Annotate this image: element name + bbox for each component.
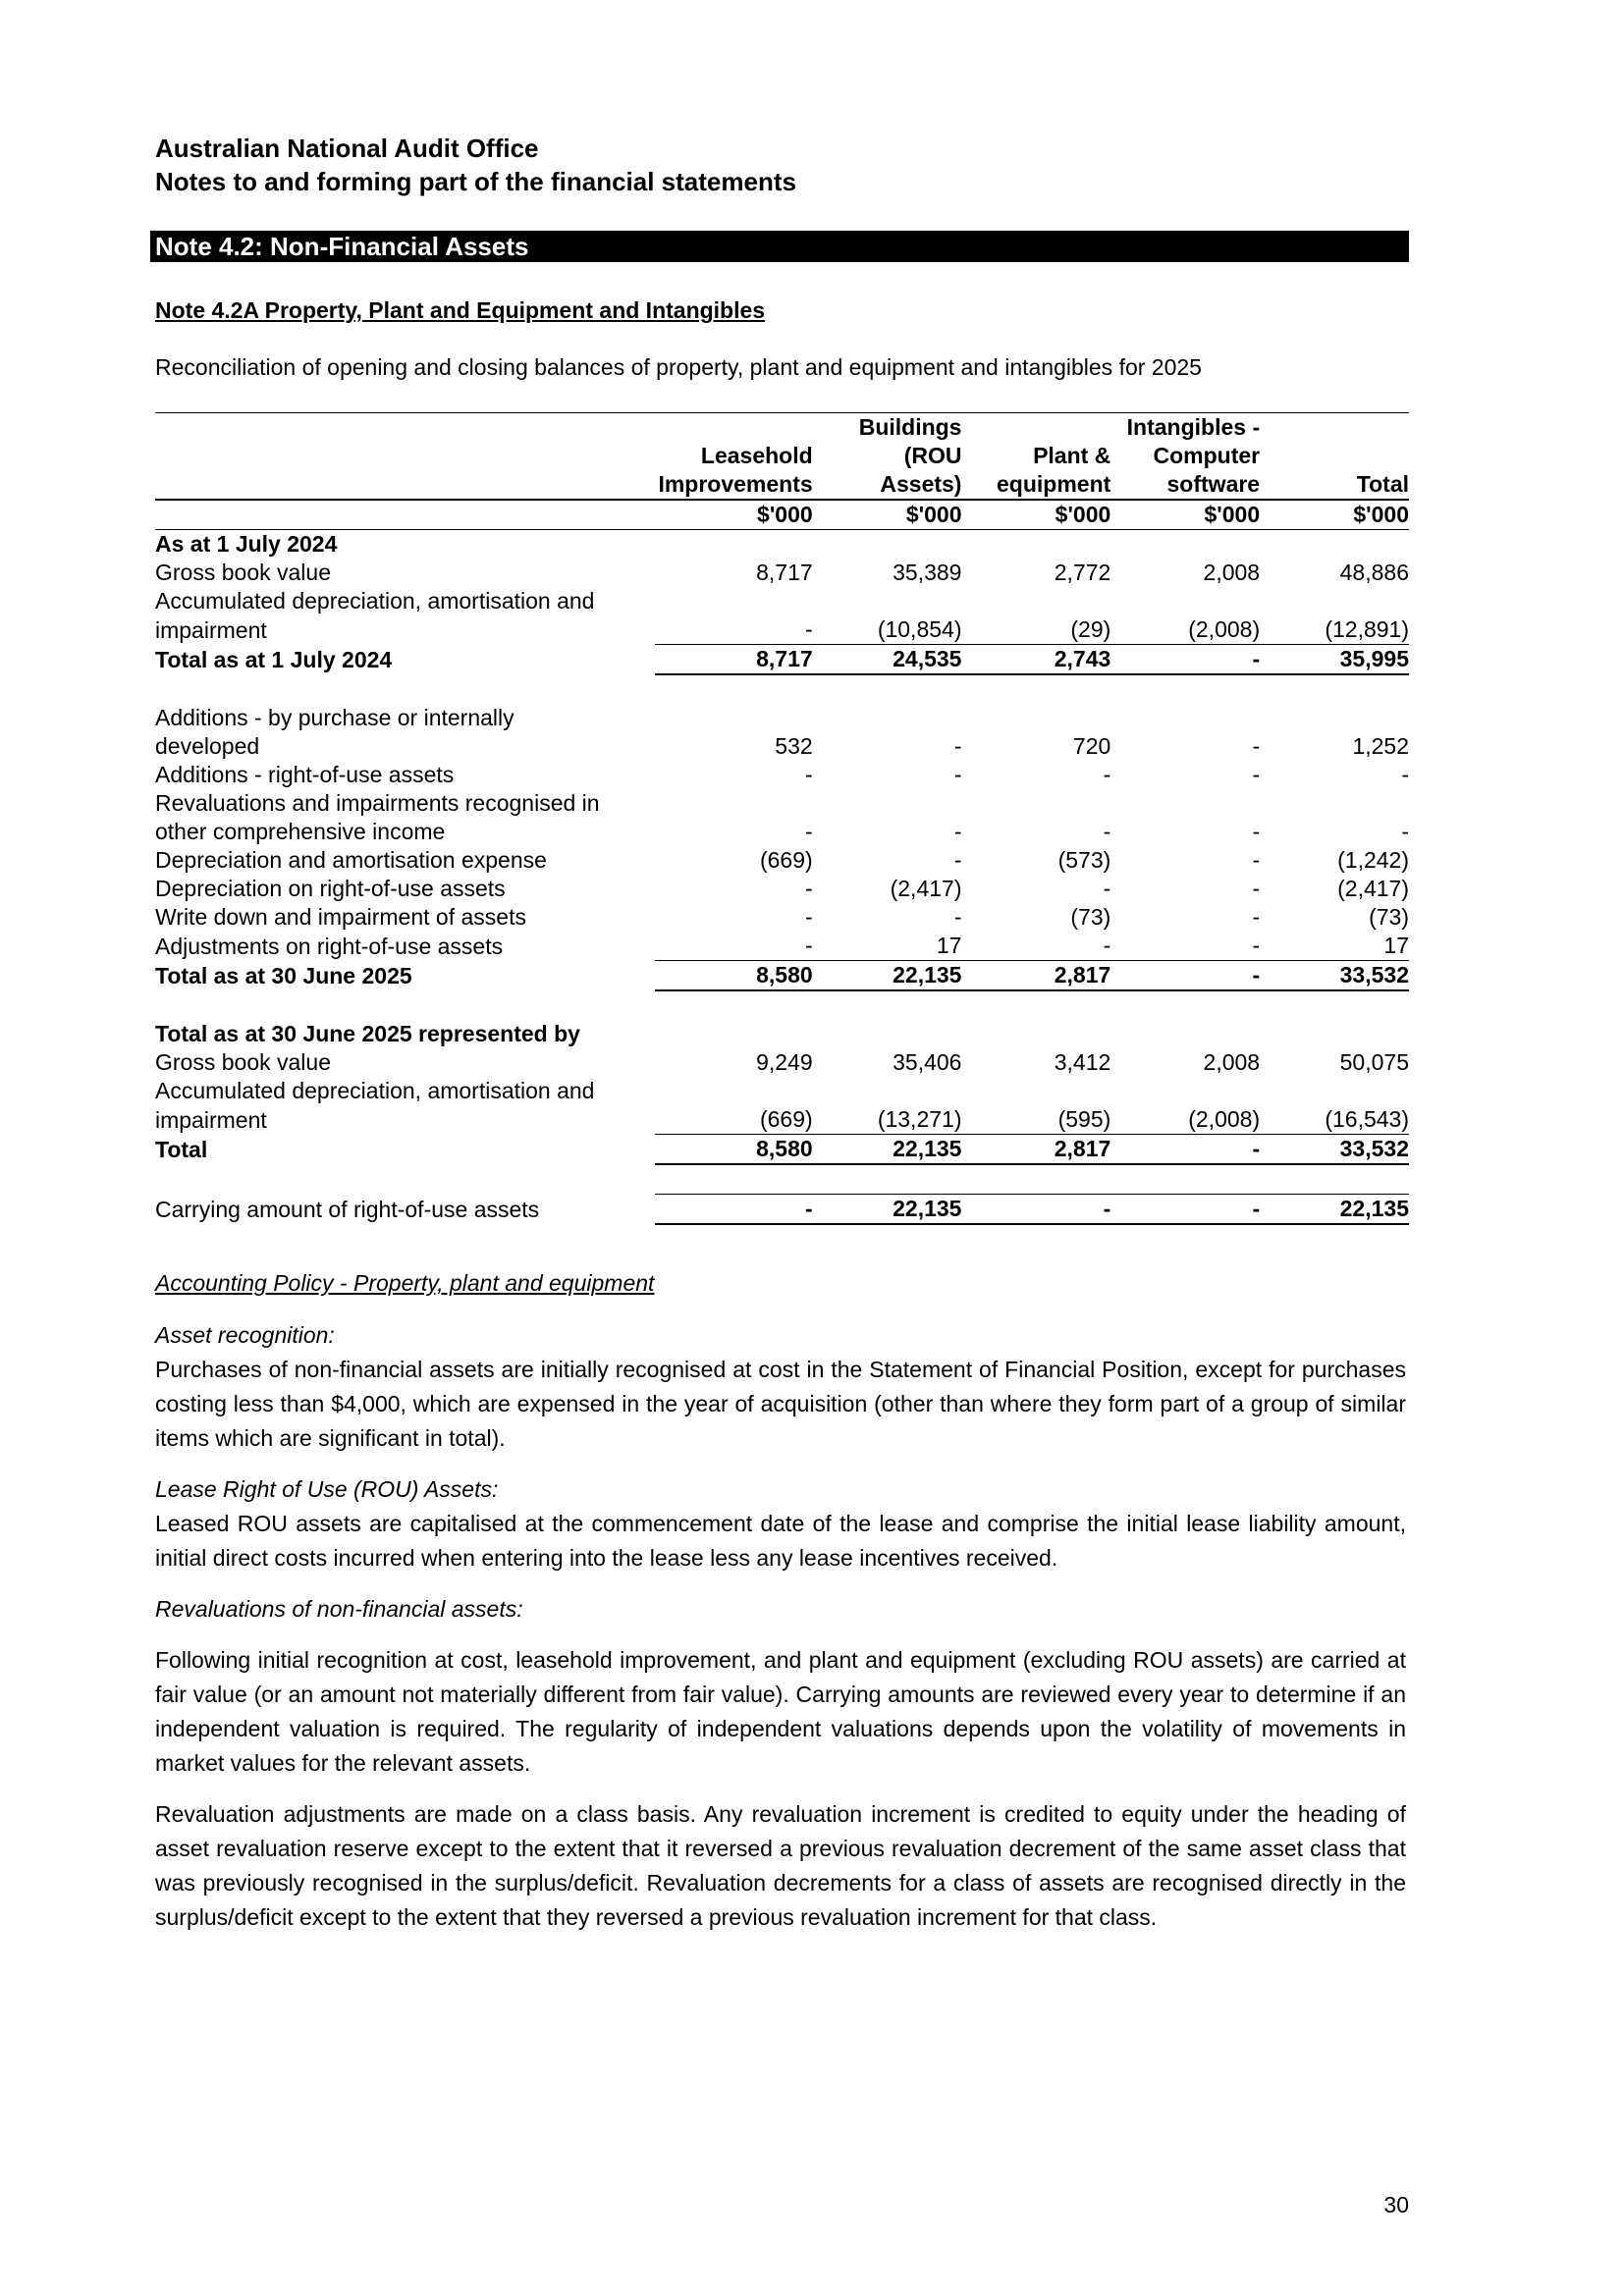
value-cell: (2,008) (1188, 1106, 1261, 1132)
header-row-2 (155, 442, 1409, 470)
col-header (961, 413, 1110, 443)
col-header: Buildings (813, 413, 962, 443)
org-name: Australian National Audit Office (155, 133, 539, 163)
table-intro: Reconciliation of opening and closing balances of property, plant and equipment and intangibles for 2025 (155, 354, 1202, 380)
col-header: Plant & (1033, 443, 1111, 468)
value-cell: - (1103, 933, 1111, 958)
value-cell: 22,135 (1260, 1195, 1409, 1225)
row-label: Gross book value (155, 1049, 331, 1075)
col-header: Improvements (655, 470, 812, 500)
unit-cell: $'000 (655, 500, 812, 530)
col-header (1260, 413, 1409, 443)
value-cell: (2,417) (1337, 876, 1409, 901)
value-cell: (573) (1057, 847, 1111, 873)
col-header: Total (1260, 470, 1409, 500)
reconciliation-table (155, 412, 1409, 1225)
spacer-row (155, 1164, 1409, 1195)
value-cell: 22,135 (813, 1195, 962, 1225)
col-header: Intangibles - (1110, 413, 1260, 443)
table-row-label-line (155, 704, 1409, 732)
value-cell: 532 (775, 733, 813, 759)
col-header (655, 413, 812, 443)
spacer-row (155, 674, 1409, 704)
row-label: Total as at 1 July 2024 (155, 647, 393, 672)
table-row-label-line (155, 587, 1409, 615)
value-cell: 48,886 (1339, 560, 1409, 585)
value-cell: 33,532 (1260, 1135, 1409, 1165)
value-cell: (1,242) (1337, 847, 1409, 873)
value-cell: 2,743 (961, 645, 1110, 675)
value-cell: - (1252, 733, 1261, 759)
value-cell: 8,580 (655, 961, 812, 991)
table-row (155, 1048, 1409, 1077)
table-row (155, 732, 1409, 761)
value-cell: - (1252, 876, 1261, 901)
subnote-title: Note 4.2A Property, Plant and Equipment and Intangibles (155, 297, 766, 323)
value-cell: - (961, 1195, 1110, 1225)
value-cell: (29) (1070, 616, 1111, 642)
value-cell: - (953, 762, 962, 787)
value-cell: (13,271) (877, 1106, 962, 1132)
row-label: Write down and impairment of assets (155, 904, 526, 930)
value-cell: 24,535 (813, 645, 962, 675)
unit-cell: $'000 (813, 500, 962, 530)
value-cell: 22,135 (813, 961, 962, 991)
header-row-3 (155, 470, 1409, 500)
col-header: Leasehold (700, 443, 813, 468)
value-cell: - (1110, 1135, 1260, 1165)
accounting-policy (155, 1266, 1406, 1951)
policy-paragraph: Revaluation adjustments are made on a class basis. Any revaluation increment is credited to equity under the heading of asset revaluation reserve except to the extent that it reversed a previous revaluation decrement of the same asset class that was previously recognised in the surplus/deficit. Revaluation decrements for a class of assets are recognised directly in the surplus/deficit except to the extent that they reversed a previous revaluation increment for that class. (155, 1801, 1406, 1930)
note-title-bar: Note 4.2: Non-Financial Assets (150, 231, 1409, 262)
row-label: Depreciation and amortisation expense (155, 847, 547, 873)
value-cell: - (655, 1195, 812, 1225)
row-label: impairment (155, 1106, 267, 1133)
value-cell: - (953, 819, 962, 844)
value-cell: - (953, 733, 962, 759)
value-cell: - (953, 847, 962, 873)
value-cell: 35,995 (1260, 645, 1409, 675)
value-cell: 3,412 (1054, 1049, 1111, 1075)
value-cell: - (1252, 762, 1261, 787)
policy-subheading: Revaluations of non-financial assets: (155, 1596, 523, 1622)
value-cell: 9,249 (756, 1049, 813, 1075)
value-cell: (2,417) (890, 876, 962, 901)
row-label: impairment (155, 616, 267, 643)
value-cell: 2,008 (1203, 1049, 1261, 1075)
value-cell: (12,891) (1325, 616, 1409, 642)
value-cell: 1,252 (1352, 733, 1409, 759)
row-label: Additions - right-of-use assets (155, 762, 455, 787)
policy-paragraph: Leased ROU assets are capitalised at the commencement date of the lease and comprise the initial lease liability amount, initial direct costs incurred when entering into the lease less any lease incentives received. (155, 1511, 1406, 1571)
carrying-amount-row (155, 1195, 1409, 1225)
value-cell: - (1110, 645, 1260, 675)
value-cell: 17 (936, 933, 962, 958)
value-cell: - (1252, 847, 1261, 873)
table-row (155, 875, 1409, 903)
col-header (1260, 442, 1409, 470)
col-header: Assets) (813, 470, 962, 500)
document-subtitle: Notes to and forming part of the financial statements (155, 167, 796, 196)
value-cell: 2,817 (961, 1135, 1110, 1165)
value-cell: 8,717 (756, 560, 813, 585)
row-label: Accumulated depreciation, amortisation and (155, 1078, 595, 1103)
table-row (155, 1105, 1409, 1135)
value-cell: 33,532 (1260, 961, 1409, 991)
row-label: Carrying amount of right-of-use assets (155, 1197, 540, 1222)
value-cell: - (1103, 819, 1111, 844)
value-cell: - (1110, 1195, 1260, 1225)
col-header: Computer (1153, 443, 1261, 468)
table-row-label-line (155, 1077, 1409, 1105)
row-label: other comprehensive income (155, 819, 446, 844)
value-cell: 2,008 (1203, 560, 1261, 585)
value-cell: - (1103, 876, 1111, 901)
row-label: Revaluations and impairments recognised in (155, 790, 600, 816)
col-header: equipment (961, 470, 1110, 500)
page-number: 30 (1383, 2192, 1409, 2217)
value-cell: (16,543) (1325, 1106, 1409, 1132)
unit-cell: $'000 (961, 500, 1110, 530)
unit-cell: $'000 (1260, 500, 1409, 530)
value-cell: 8,580 (655, 1135, 812, 1165)
table-row (155, 846, 1409, 875)
value-cell: - (805, 819, 813, 844)
value-cell: 22,135 (813, 1135, 962, 1165)
value-cell: - (1103, 762, 1111, 787)
section-heading-row (155, 530, 1409, 560)
table-row (155, 761, 1409, 789)
table-row (155, 932, 1409, 961)
value-cell: 35,406 (893, 1049, 962, 1075)
row-label: Accumulated depreciation, amortisation and (155, 588, 595, 614)
row-label: developed (155, 733, 260, 759)
table-row (155, 615, 1409, 645)
table-row-label-line (155, 789, 1409, 818)
row-label: Depreciation on right-of-use assets (155, 876, 506, 901)
value-cell: 8,717 (655, 645, 812, 675)
value-cell: 2,817 (961, 961, 1110, 991)
value-cell: 17 (1383, 933, 1409, 958)
value-cell: - (1401, 762, 1409, 787)
section-heading-row (155, 1020, 1409, 1048)
units-row (155, 500, 1409, 530)
value-cell: - (805, 904, 813, 930)
value-cell: - (805, 616, 813, 642)
table-row (155, 559, 1409, 587)
value-cell: 720 (1072, 733, 1111, 759)
value-cell: (10,854) (877, 616, 962, 642)
total-row (155, 961, 1409, 991)
policy-subheading: Asset recognition: (155, 1322, 335, 1348)
policy-title: Accounting Policy - Property, plant and equipment (155, 1270, 655, 1296)
value-cell: - (1401, 819, 1409, 844)
value-cell: 50,075 (1339, 1049, 1409, 1075)
policy-paragraph: Following initial recognition at cost, leasehold improvement, and plant and equipment (excluding ROU assets) are carried at fair value (or an amount not materially different from fair value). Carrying amounts are reviewed every year to determine if an independent valuation is required. The regularity of independent valuations depends upon the volatility of movements in market values for the relevant assets. (155, 1647, 1406, 1776)
document-header (155, 132, 796, 198)
value-cell: - (805, 762, 813, 787)
value-cell: - (805, 933, 813, 958)
row-label: Adjustments on right-of-use assets (155, 933, 504, 959)
total-row (155, 645, 1409, 675)
row-label: Additions - by purchase or internally (155, 705, 514, 730)
row-label: Gross book value (155, 560, 331, 585)
col-header: (ROU (903, 443, 962, 468)
policy-subheading: Lease Right of Use (ROU) Assets: (155, 1476, 499, 1502)
value-cell: - (1252, 819, 1261, 844)
section-heading: As at 1 July 2024 (155, 531, 338, 557)
table-row (155, 903, 1409, 932)
total-row (155, 1135, 1409, 1165)
row-label: Total as at 30 June 2025 (155, 963, 412, 988)
unit-cell: $'000 (1110, 500, 1260, 530)
value-cell: 35,389 (893, 560, 962, 585)
section-heading: Total as at 30 June 2025 represented by (155, 1021, 580, 1046)
header-row-1 (155, 413, 1409, 443)
row-label: Total (155, 1137, 208, 1162)
value-cell: 2,772 (1054, 560, 1111, 585)
value-cell: (73) (1070, 904, 1111, 930)
value-cell: - (805, 876, 813, 901)
value-cell: (2,008) (1188, 616, 1261, 642)
col-header: software (1110, 470, 1260, 500)
value-cell: - (1252, 933, 1261, 958)
value-cell: - (953, 904, 962, 930)
value-cell: (595) (1057, 1106, 1111, 1132)
value-cell: (73) (1369, 904, 1409, 930)
value-cell: - (1252, 904, 1261, 930)
value-cell: - (1110, 961, 1260, 991)
table-row (155, 818, 1409, 846)
value-cell: (669) (759, 847, 813, 873)
value-cell: (669) (759, 1106, 813, 1132)
spacer-row (155, 990, 1409, 1020)
policy-paragraph: Purchases of non-financial assets are initially recognised at cost in the Statement of Financial Position, except for purchases costing less than $4,000, which are expensed in the year of acquisition (other than where they form part of a group of similar items which are significant in total). (155, 1357, 1406, 1451)
